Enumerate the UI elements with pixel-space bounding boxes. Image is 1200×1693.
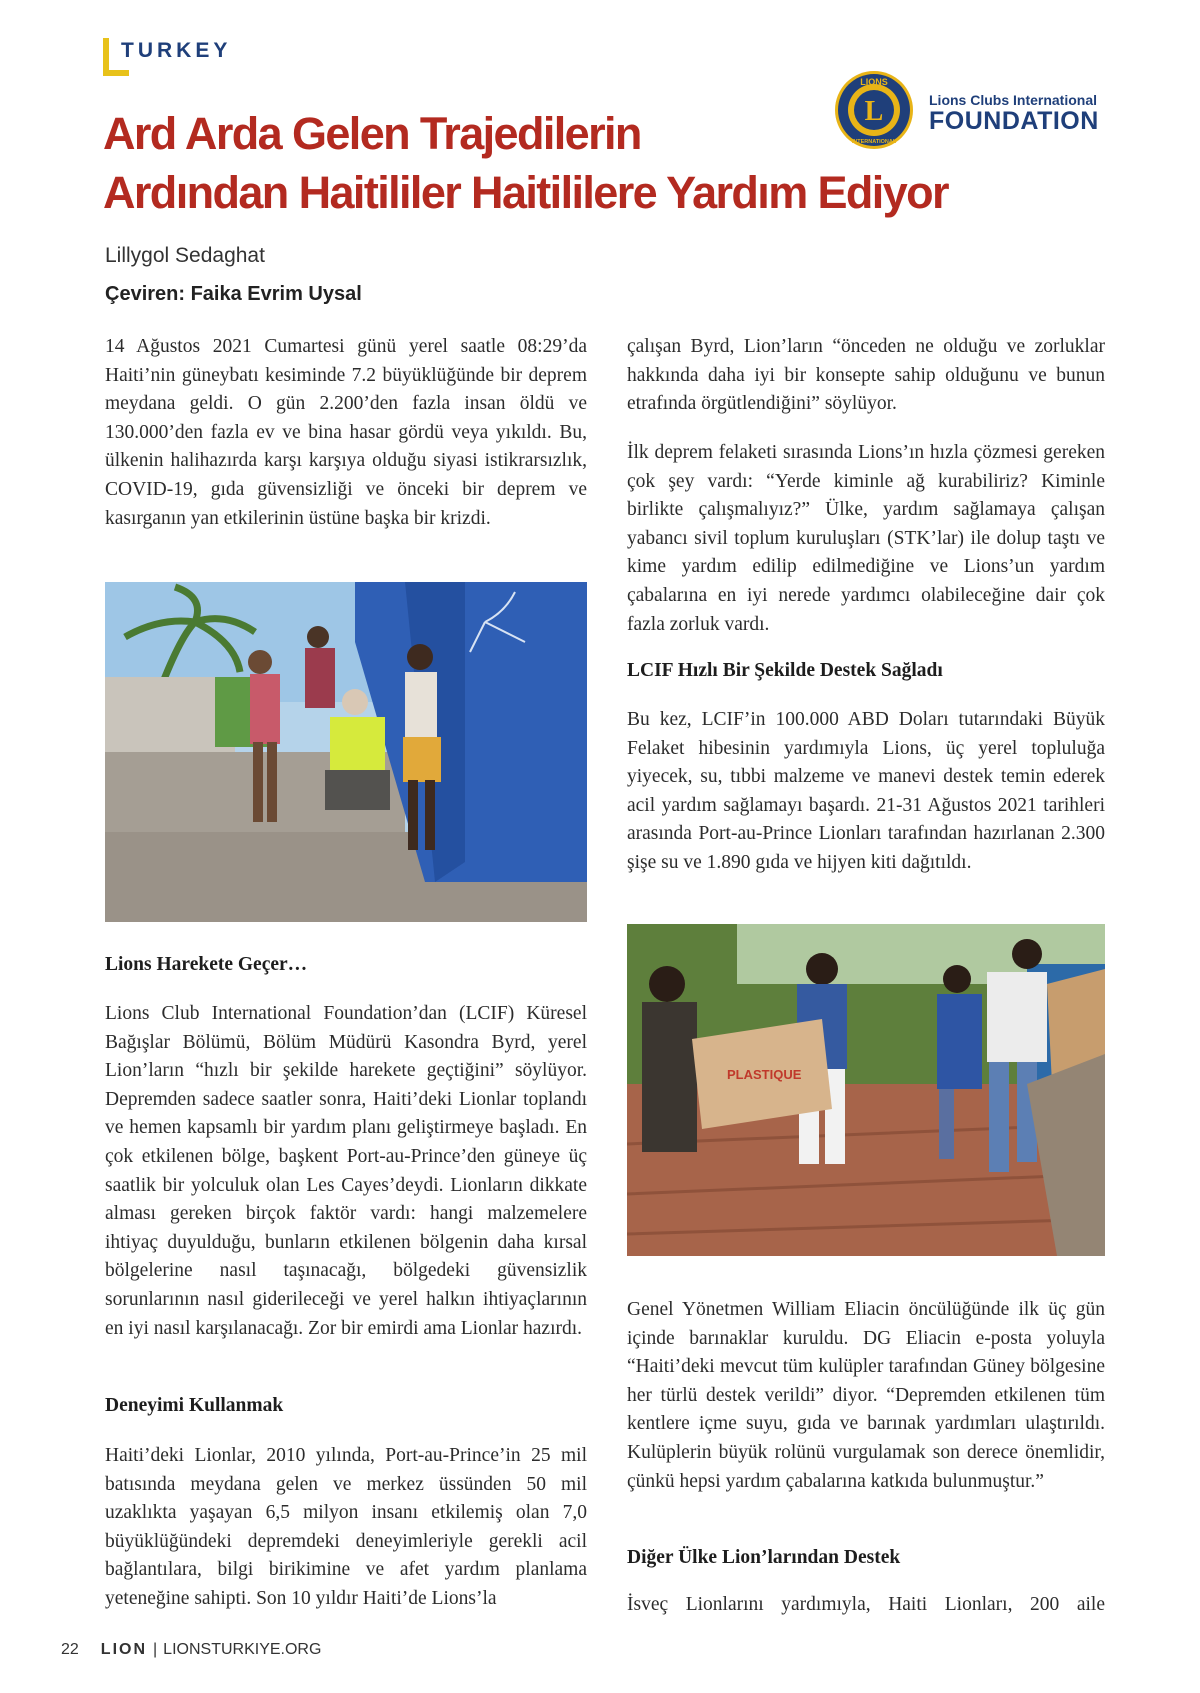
logo-line-1: Lions Clubs International <box>929 92 1098 108</box>
article-title <box>103 104 1063 222</box>
page-footer <box>61 1641 321 1659</box>
first-quake-paragraph: İlk deprem felaketi sırasında Lions’ın hızla çözmesi gereken çok şey vardı: “Yerde kiminle ağ kurabiliriz? Kiminle birlikte çalışmalıyız?” Ülke, yardım sağlamaya çalışan yabancı sivil toplum kuruluşları (STK’lar) ile dolup taştı ve kime yardım edilip edilmediğine ve Lions’un yardım çabalarına en iyi nerede yardımcı olabileceğine dair çok fazla zorluk vardı. <box>627 442 1105 635</box>
box-print: PLASTIQUE <box>727 1067 802 1082</box>
section-label: TURKEY <box>121 39 232 62</box>
seal-bottom-text: INTERNATIONAL <box>851 139 897 145</box>
lcif-paragraph: Bu kez, LCIF’in 100.000 ABD Doları tutarındaki Büyük Felaket hibesinin yardımıyla Lions, üç yerel topluluğa yiyecek, su, tıbbi malzeme ve manevi destek temin ederek acil yardım sağlamayı başardı. 21-31 Ağustos 2021 tarihleri arasında Port-au-Prince Lionları tarafından hazırlanan 2.300 şişe su ve 1.890 gıda ve hijyen kiti dağıtıldı. <box>627 709 1105 873</box>
tent-photo-image <box>105 582 587 922</box>
eliacin-paragraph: Genel Yönetmen William Eliacin öncülüğünde ilk üç gün içinde barınaklar kuruldu. DG Eliacin e-posta yoluyla “Haiti’deki mevcut tüm kulüpler tarafından Güney bölgesine her türlü destek verildi” diyor. “Depremden etkilenen tüm kentlere içme suyu, gıda ve barınak yardımları ulaştırıldı. Kulüplerin büyük rolünü vurgulamak son derece önemlidir, çünkü hepsi yardım çabalarına katkıda bulunmuştur.” <box>627 1299 1105 1492</box>
distribution-photo-image <box>627 924 1105 1256</box>
heading-experience: Deneyimi Kullanmak <box>105 1395 284 1416</box>
article-title-line-2: Ardından Haitililer Haitililere Yardım Ediyor <box>103 167 948 218</box>
lions-act-paragraph: Lions Club International Foundation’dan (LCIF) Küresel Bağışlar Bölümü, Bölüm Müdürü Kasondra Byrd, yerel Lion’ların “hızlı bir şekilde harekete geçtiğini” söylüyor. Depremden sadece saatler sonra, Haiti’deki Lionlar toplandı ve hemen kapsamlı bir yardım planı geliştirmeye başladı. En çok etkilenen bölge, başkent Port-au-Prince’den güneye üç saatlik bir yolculuk olan Les Cayes’deydi. Lionların dikkate alması gereken birçok faktör vardı: hangi malzemelere ihtiyaç duyulduğu, bunların etkilenen bölgenin daha kırsal bölgelerine nasıl taşınacağı, bölgedeki güvensizlik sorunlarının nasıl giderileceği ve yerel halkın ihtiyaçlarının en iyi nasıl karşılanacağı. Zor bir emirdi ama Lionlar hazırdı. <box>105 1003 587 1339</box>
translator-byline: Çeviren: Faika Evrim Uysal <box>105 283 362 305</box>
author-byline: Lillygol Sedaghat <box>105 244 265 267</box>
byrd-paragraph: çalışan Byrd, Lion’ların “önceden ne olduğu ve zorluklar hakkında daha iyi bir konsepte sahip olduğunu ve bunun etrafında örgütlendiğini” söylüyor. <box>627 336 1105 415</box>
seal-letter: L <box>864 96 884 127</box>
article-title-line-1: Ard Arda Gelen Trajedilerin <box>103 108 641 159</box>
page-number: 22 <box>61 1641 79 1658</box>
heading-lions-act: Lions Harekete Geçer… <box>105 954 308 975</box>
heading-lcif-support: LCIF Hızlı Bir Şekilde Destek Sağladı <box>627 660 943 681</box>
experience-paragraph: Haiti’deki Lionlar, 2010 yılında, Port-au-Prince’in 25 mil batısında meydana gelen ve merkez üssünden 50 mil uzaklıkta yaşayan 6,5 milyon insanı etkilemiş olan 7,0 büyüklüğündeki depremdeki deneyimleriyle gerekli acil bağlantılara, bilgi birikimine ve afet yardım planlama yeteneğine sahipti. Son 10 yıldır Haiti’de Lions’la <box>105 1445 587 1609</box>
other-support-paragraph: İsveç Lionlarını yardımıyla, Haiti Lionları, 200 aile <box>627 1594 1105 1615</box>
distribution-photo <box>627 924 1105 1256</box>
footer-separator: | <box>153 1641 158 1658</box>
tag-corner-mark-base <box>103 70 129 76</box>
heading-other-support: Diğer Ülke Lion’larından Destek <box>627 1547 901 1568</box>
footer-site-link[interactable]: LIONSTURKIYE.ORG <box>163 1641 322 1658</box>
tent-photo <box>105 582 587 922</box>
section-tag <box>103 38 243 78</box>
intro-paragraph: 14 Ağustos 2021 Cumartesi günü yerel saatle 08:29’da Haiti’nin güneybatı kesiminde 7.2 büyüklüğünde bir deprem meydana geldi. O gün 2.200’den fazla insan öldü ve 130.000’den fazla ev ve bina hasar gördü veya yıkıldı. Bu, ülkenin halihazırda karşı karşıya olduğu siyasi istikrarsızlık, COVID-19, gıda güvensizliği ve önceki bir deprem ve kasırganın yan etkilerinin üstüne başka bir krizdi. <box>105 336 587 529</box>
logo-line-2: FOUNDATION <box>929 107 1099 135</box>
magazine-name: LION <box>100 1641 148 1658</box>
seal-top-text: LIONS <box>860 77 888 87</box>
